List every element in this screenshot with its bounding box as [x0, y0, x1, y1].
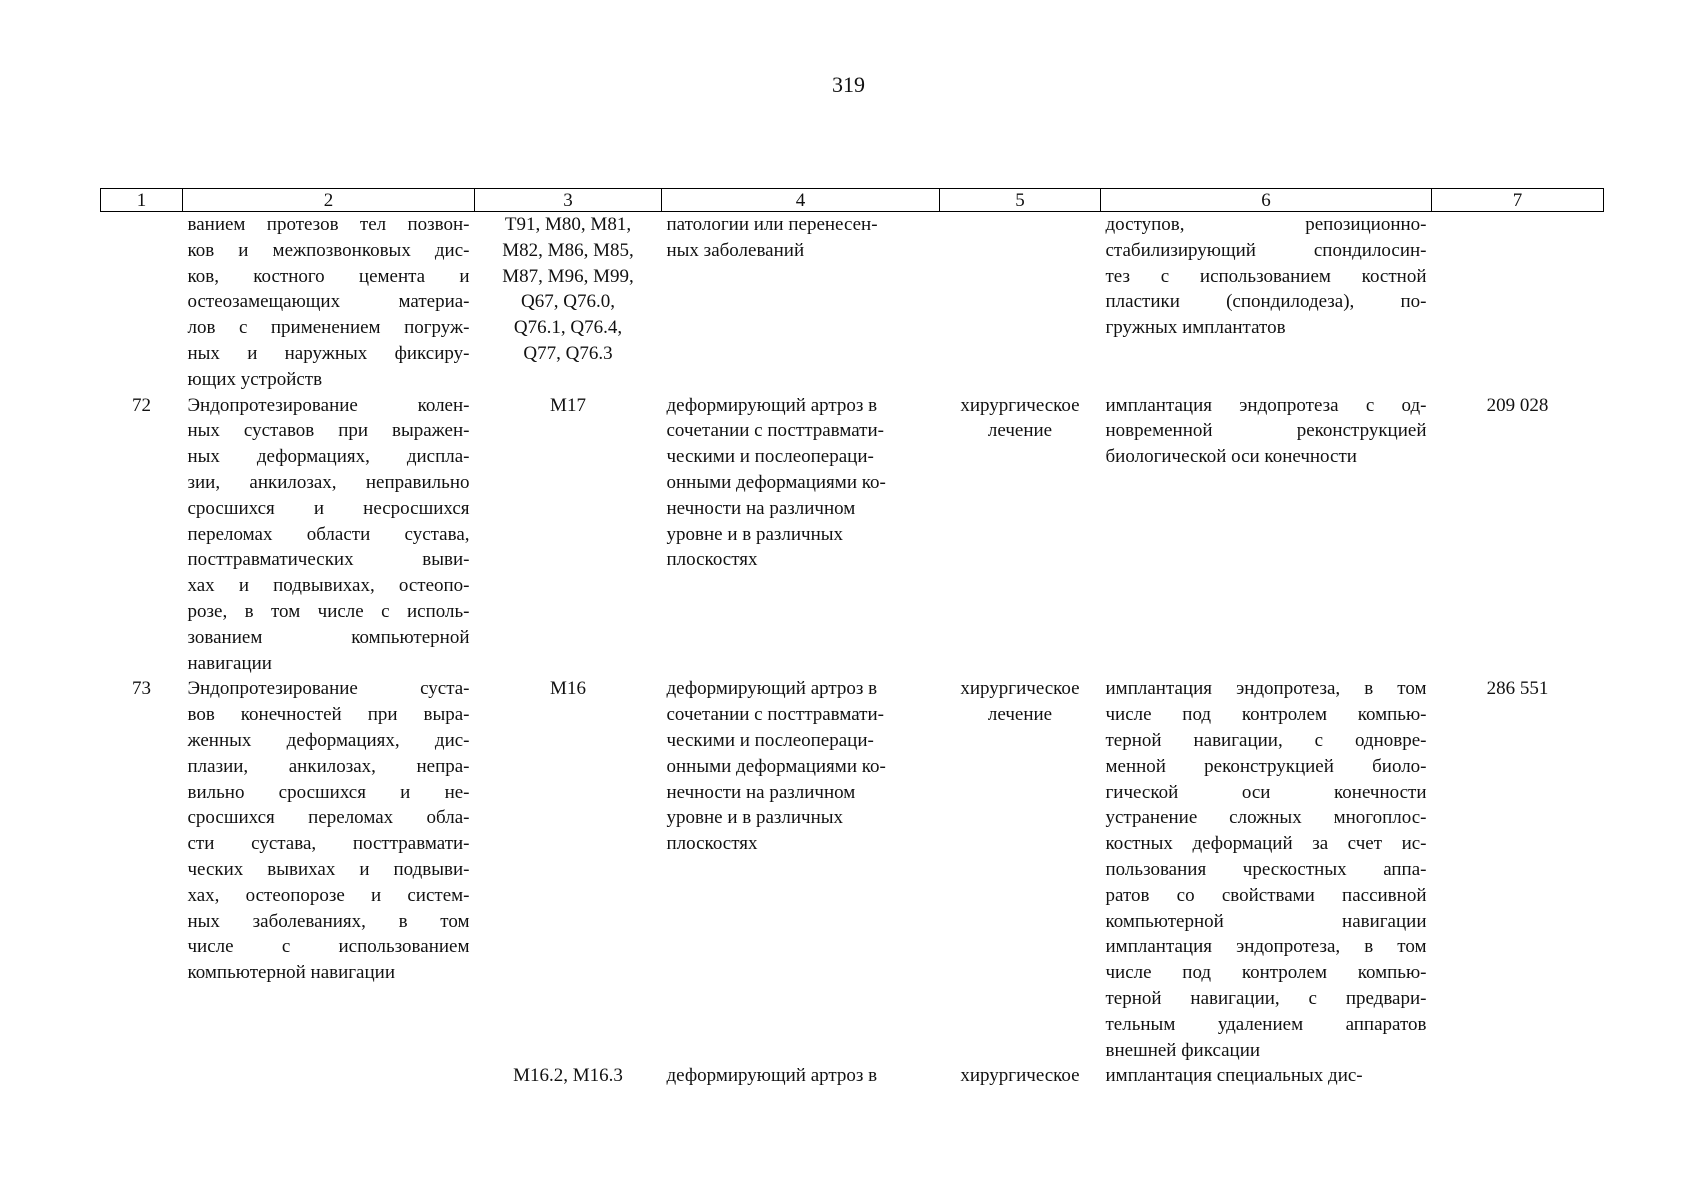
column-header-1: 1 — [101, 189, 183, 212]
treatment-method-line: терной навигации, с предвари- — [1105, 987, 1427, 1009]
treatment-method-line: пользования чрескостных аппа- — [1105, 858, 1427, 880]
treatment-method-line: гической оси конечности — [1105, 781, 1427, 803]
procedure-name-line: плазии, анкилозах, непра- — [187, 755, 470, 777]
treatment-type-cell — [940, 1063, 1101, 1089]
column-header-7: 7 — [1432, 189, 1604, 212]
treatment-type-cell — [940, 212, 1101, 393]
icd-codes-cell — [475, 212, 662, 393]
procedure-name-line: ных суставов при выражен- — [187, 420, 470, 442]
treatment-method-line: пластики (спондилодеза), по- — [1105, 291, 1427, 313]
patient-model-cell — [662, 212, 940, 393]
icd-code-line: M82, M86, M85, — [502, 239, 634, 261]
procedure-name-line: вов конечностей при выра- — [187, 704, 470, 726]
treatment-method-line: гружных имплантатов — [1105, 317, 1286, 339]
table-row — [101, 1063, 1604, 1089]
patient-model-line: плоскостях — [666, 833, 758, 855]
table-row — [101, 393, 1604, 677]
procedure-name-line: вильно сросшихся и не- — [187, 781, 470, 803]
procedure-name-line: ных деформациях, диспла- — [187, 446, 470, 468]
procedure-name-line: женных деформациях, дис- — [187, 729, 470, 751]
patient-model-line: деформирующий артроз в — [666, 678, 878, 700]
table-body — [101, 212, 1604, 1090]
patient-model-cell — [662, 393, 940, 677]
procedure-name-line: ных заболеваниях, в том — [187, 910, 470, 932]
treatment-type-line: лечение — [987, 704, 1053, 726]
treatment-method-line: биологической оси конечности — [1105, 446, 1357, 468]
treatment-method-line: устранение сложных многоплос- — [1105, 807, 1427, 829]
procedure-name-line: навигации — [187, 652, 272, 674]
procedures-table — [100, 188, 1604, 1089]
procedure-name-line: зованием компьютерной — [187, 626, 470, 648]
icd-codes-cell — [475, 393, 662, 677]
treatment-method-line: компьютерной навигации — [1105, 910, 1427, 932]
icd-code-line: M17 — [550, 394, 586, 416]
procedure-name-line: Эндопротезирование колен- — [187, 394, 470, 416]
treatment-method-line: тез с использованием костной — [1105, 265, 1427, 287]
patient-model-line: патологии или перенесен- — [666, 214, 878, 235]
patient-model-line: деформирующий артроз в — [666, 394, 878, 416]
patient-model-line: онными деформациями ко- — [666, 471, 886, 493]
icd-code-line: T91, M80, M81, — [504, 214, 632, 235]
row-number-cell — [101, 212, 183, 393]
icd-code-line: M87, M96, M99, — [502, 265, 634, 287]
procedure-name-line: ческих вывихах и подвыви- — [187, 858, 470, 880]
patient-model-line: плоскостях — [666, 549, 758, 571]
cost-cell — [1432, 212, 1604, 393]
treatment-method-line: имплантация эндопротеза с од- — [1105, 394, 1427, 416]
procedure-name-line: хах и подвывихах, остеопо- — [187, 575, 470, 597]
patient-model-line: онными деформациями ко- — [666, 755, 886, 777]
patient-model-line: сочетании с посттравмати- — [666, 420, 884, 442]
procedure-name-line: посттравматических выви- — [187, 549, 470, 571]
header-row — [101, 189, 1604, 212]
treatment-type-line: хирургическое — [960, 678, 1080, 700]
patient-model-line: нечности на различном — [666, 497, 856, 519]
icd-codes-cell — [475, 1063, 662, 1089]
treatment-type-line: хирургическое — [960, 394, 1080, 416]
table-row — [101, 676, 1604, 1063]
procedure-name-cell — [183, 393, 475, 677]
treatment-method-line: терной навигации, с одновре- — [1105, 729, 1427, 751]
column-header-3: 3 — [475, 189, 662, 212]
treatment-type-cell — [940, 393, 1101, 677]
column-header-2: 2 — [183, 189, 475, 212]
procedure-name-line: ков и межпозвонковых дис- — [187, 239, 470, 261]
cost-cell — [1432, 1063, 1604, 1089]
treatment-method-cell — [1101, 212, 1432, 393]
column-header-4: 4 — [662, 189, 940, 212]
procedure-name-line: остеозамещающих материа- — [187, 291, 470, 313]
cost-cell: 209 028 — [1486, 394, 1549, 416]
icd-code-line: M16 — [550, 678, 586, 700]
procedure-name-line: сросшихся и несросшихся — [187, 497, 470, 519]
patient-model-line: деформирующий артроз в — [666, 1065, 878, 1087]
procedure-name-cell — [183, 212, 475, 393]
treatment-method-line: внешней фиксации — [1105, 1039, 1261, 1061]
procedure-name-line: сти сустава, посттравмати- — [187, 833, 470, 855]
icd-code-line: M16.2, M16.3 — [513, 1065, 623, 1087]
treatment-method-line: новременной реконструкцией — [1105, 420, 1427, 442]
treatment-method-line: доступов, репозиционно- — [1105, 214, 1427, 235]
patient-model-line: уровне и в различных — [666, 523, 844, 545]
treatment-method-line: числе под контролем компью- — [1105, 962, 1427, 984]
treatment-method-line: костных деформаций за счет ис- — [1105, 833, 1427, 855]
patient-model-line: сочетании с посттравмати- — [666, 704, 884, 726]
cost-cell: 286 551 — [1486, 678, 1549, 700]
page-number: 319 — [832, 72, 865, 97]
patient-model-line: ческими и послеопераци- — [666, 446, 874, 468]
treatment-type-line: лечение — [987, 420, 1053, 442]
column-header-6: 6 — [1101, 189, 1432, 212]
treatment-method-line: менной реконструкцией биоло- — [1105, 755, 1427, 777]
row-number-cell: 72 — [132, 394, 151, 416]
procedure-name-line: числе с использованием — [187, 936, 470, 958]
patient-model-cell — [662, 676, 940, 1063]
patient-model-cell — [662, 1063, 940, 1089]
procedure-name-line: переломах области сустава, — [187, 523, 470, 545]
column-header-5: 5 — [940, 189, 1101, 212]
procedure-name-cell — [183, 676, 475, 1063]
procedure-name-line: зии, анкилозах, неправильно — [187, 471, 470, 493]
treatment-method-line: числе под контролем компью- — [1105, 704, 1427, 726]
table-header — [101, 189, 1604, 212]
treatment-method-cell — [1101, 676, 1432, 1063]
procedure-name-line: компьютерной навигации — [187, 962, 395, 984]
icd-code-line: Q77, Q76.3 — [523, 342, 613, 364]
procedure-name-line: ных и наружных фиксиру- — [187, 342, 470, 364]
procedure-name-line: ющих устройств — [187, 368, 323, 390]
patient-model-line: ных заболеваний — [666, 239, 805, 261]
procedure-name-line: ванием протезов тел позвон- — [187, 214, 470, 235]
icd-code-line: Q67, Q76.0, — [521, 291, 615, 313]
treatment-type-line: хирургическое — [960, 1065, 1080, 1087]
treatment-method-line: тельным удалением аппаратов — [1105, 1013, 1427, 1035]
procedure-name-line: сросшихся переломах обла- — [187, 807, 470, 829]
procedure-name-line: Эндопротезирование суста- — [187, 678, 470, 700]
patient-model-line: ческими и послеопераци- — [666, 729, 874, 751]
patient-model-line: нечности на различном — [666, 781, 856, 803]
treatment-method-line: имплантация специальных дис- — [1105, 1065, 1363, 1087]
treatment-method-line: имплантация эндопротеза, в том — [1105, 936, 1427, 958]
treatment-method-line: ратов со свойствами пассивной — [1105, 884, 1427, 906]
row-number-cell: 73 — [132, 678, 151, 700]
patient-model-line: уровне и в различных — [666, 807, 844, 829]
row-number-cell — [101, 1063, 183, 1089]
table-row — [101, 212, 1604, 393]
treatment-method-cell — [1101, 393, 1432, 677]
treatment-method-cell — [1101, 1063, 1432, 1089]
procedure-name-line: розе, в том числе с исполь- — [187, 600, 470, 622]
procedure-name-line: ков, костного цемента и — [187, 265, 470, 287]
procedure-name-line: хах, остеопорозе и систем- — [187, 884, 470, 906]
treatment-method-line: стабилизирующий спондилосин- — [1105, 239, 1427, 261]
icd-codes-cell — [475, 676, 662, 1063]
treatment-method-line: имплантация эндопротеза, в том — [1105, 678, 1427, 700]
treatment-type-cell — [940, 676, 1101, 1063]
icd-code-line: Q76.1, Q76.4, — [513, 317, 623, 339]
procedure-name-cell — [183, 1063, 475, 1089]
procedure-name-line: лов с применением погруж- — [187, 317, 470, 339]
